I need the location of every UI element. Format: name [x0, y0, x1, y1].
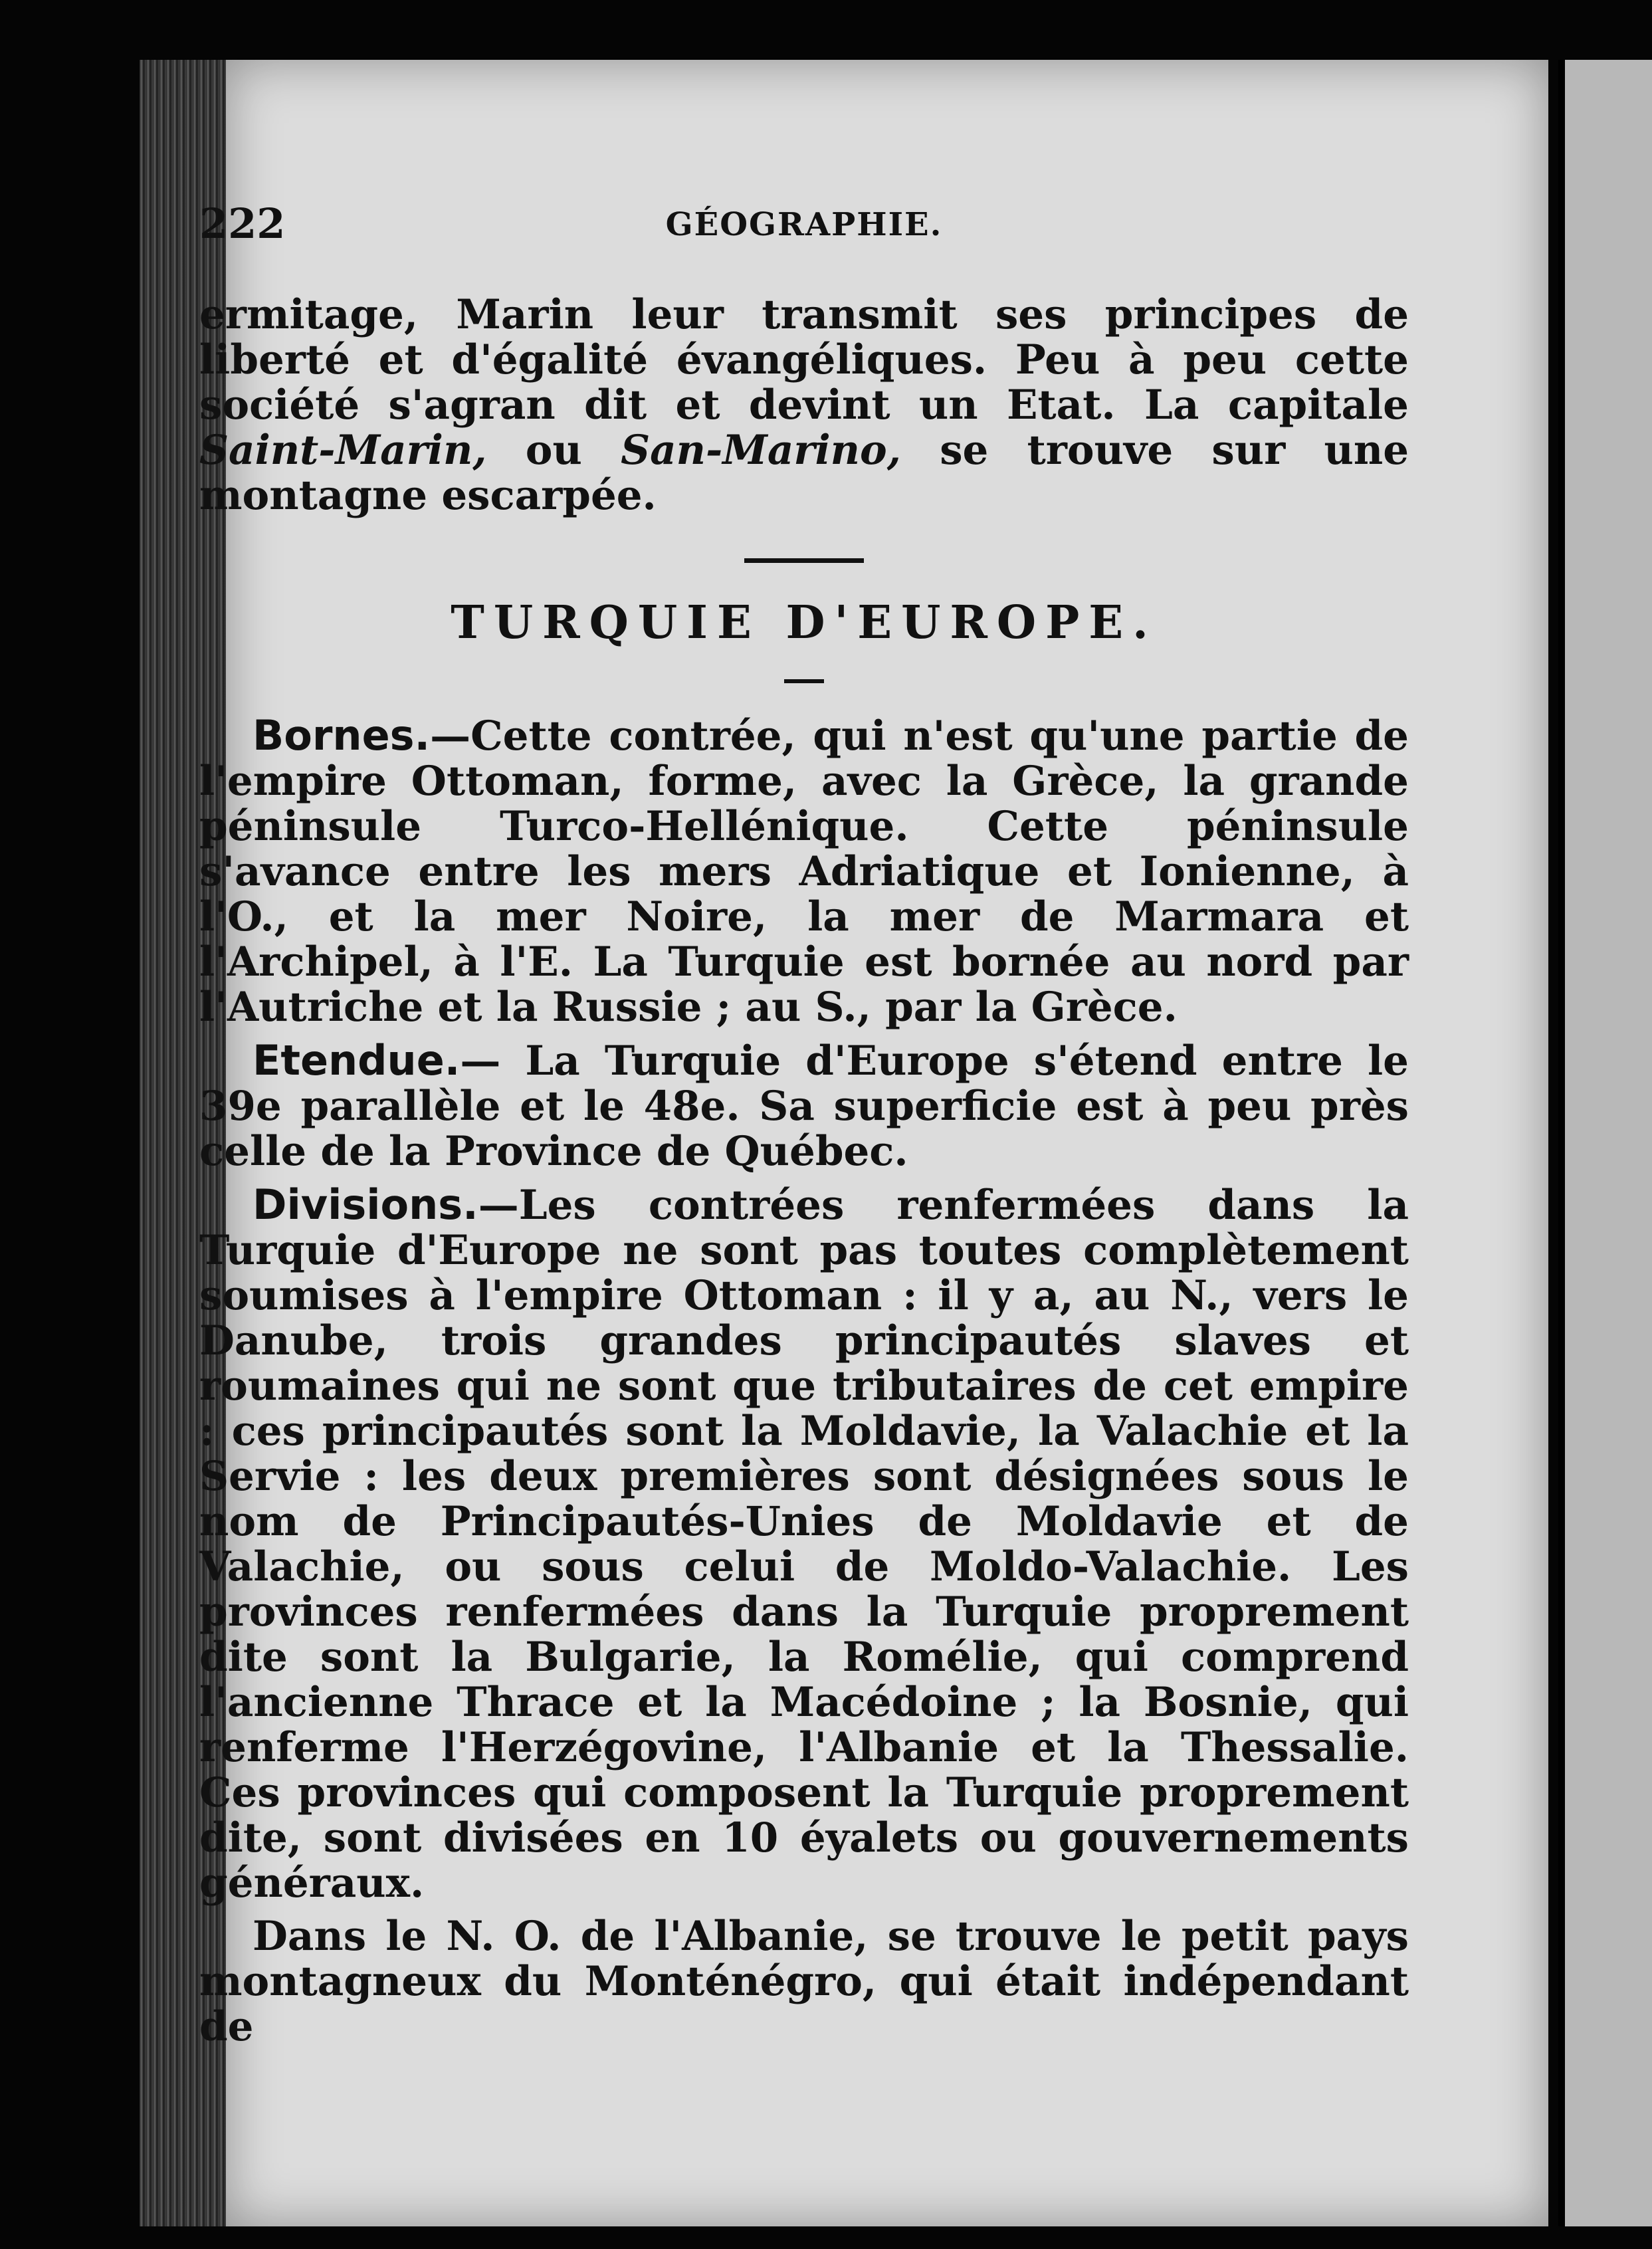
page-number: 222 [199, 199, 286, 248]
running-title: GÉOGRAPHIE. [665, 206, 943, 243]
saint-marin-italic: Saint-Marin, [199, 427, 487, 474]
running-head [199, 199, 1409, 259]
title-underline-rule [784, 679, 824, 683]
page-text-block [199, 199, 1409, 2050]
text-divisions: —Les contrées renfermées dans la Turquie d'Europe ne sont pas toutes complètement soumises à l'empire Ottoman : il y a, au N., vers le Danube, trois grandes principautés slaves et roumaines qui ne sont que tributaires de cet empire : ces principautés sont la Moldavie, la Valachie et la Servie : les deux premières sont désignées sous le nom de Principautés-Unies de Moldavie et de Valachie, ou sous celui de Moldo-Valachie. Les provinces renfermées dans la Turquie proprement dite sont la Bulgarie, la Romélie, qui comprend l'ancienne Thrace et la Macédoine ; la Bosnie, qui renferme l'Herzégovine, l'Albanie et la Thessalie. Ces provinces qui composent la Turquie proprement dite, sont divisées en 10 éyalets ou gouvernements généraux. [199, 1182, 1409, 1907]
text-etendue: — La Turquie d'Europe s'étend entre le 39e parallèle et le 48e. Sa superficie est à peu près celle de la Province de Québec. [199, 1037, 1409, 1175]
text-bornes: —Cette contrée, qui n'est qu'une partie de l'empire Ottoman, forme, avec la Grèce, la grande péninsule Turco-Hellénique. Cette péninsule s'avance entre les mers Adriatique et Ionienne, à l'O., et la mer Noire, la mer de Marmara et l'Archipel, à l'E. La Turquie est bornée au nord par l'Autriche et la Russie ; au S., par la Grèce. [199, 712, 1409, 1031]
paragraph-bornes [199, 713, 1409, 1030]
san-marino-italic: San-Marino, [621, 427, 901, 474]
paragraph-montenegro [199, 1914, 1409, 2050]
text-montenegro: Dans le N. O. de l'Albanie, se trouve le petit pays montagneux du Monténégro, qui était indépendant de [199, 1913, 1409, 2050]
lead-divisions: Divisions. [253, 1180, 478, 1229]
intro-text-middle: ou [486, 427, 621, 474]
intro-paragraph [199, 292, 1409, 518]
intro-text-start: ermitage, Marin leur transmit ses principes de liberté et d'égalité évangéliques. Peu à peu cette société s'agran dit et devint un Etat. La capitale [199, 291, 1409, 429]
paragraph-divisions [199, 1182, 1409, 1906]
intro-text-end: se trouve sur une montagne escarpée. [199, 427, 1409, 519]
facing-page-edge [1558, 60, 1652, 2226]
section-divider-rule [744, 558, 864, 563]
section-title: TURQUIE D'EUROPE. [451, 596, 1158, 649]
paragraph-etendue [199, 1038, 1409, 1174]
lead-bornes: Bornes. [253, 711, 431, 760]
lead-etendue: Etendue. [253, 1036, 461, 1085]
